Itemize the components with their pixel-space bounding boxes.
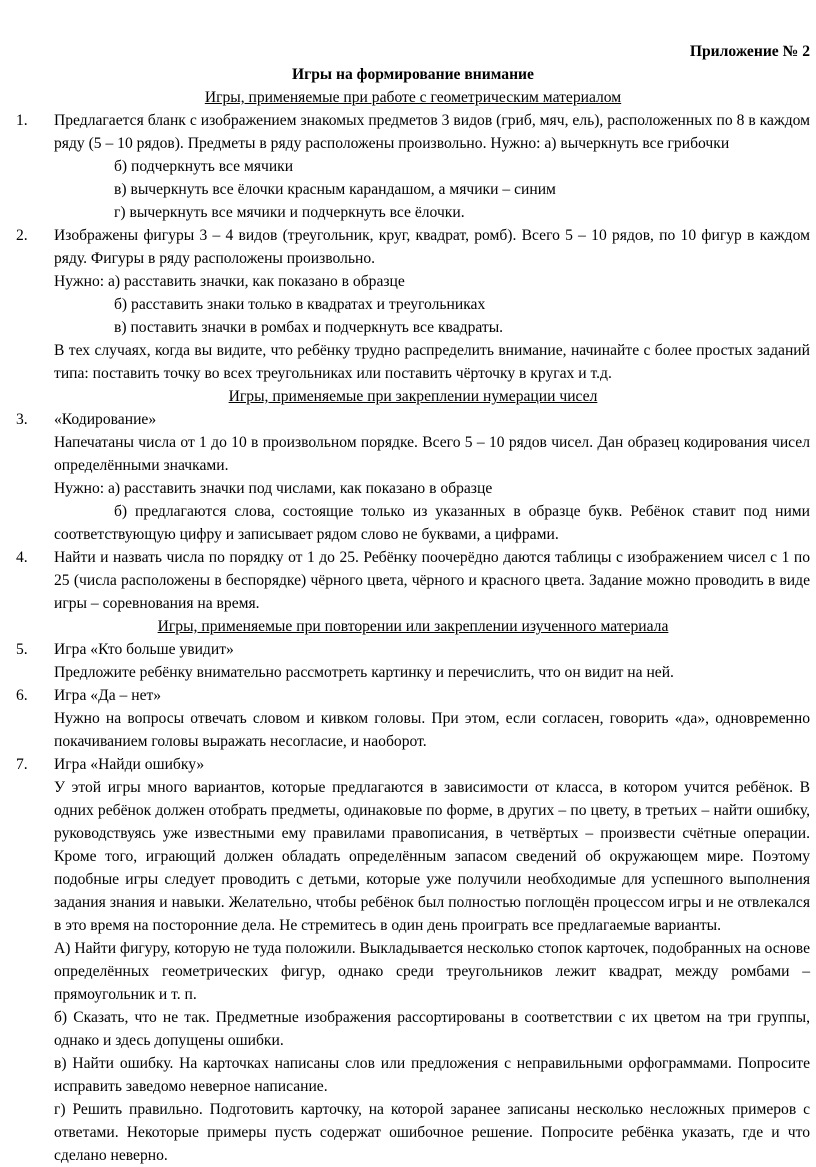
section-title-review: Игры, применяемые при повторении или закреплении изученного материала	[157, 618, 669, 635]
section-title-numeration: Игры, применяемые при закреплении нумерации чисел	[228, 388, 598, 405]
item-name: «Кодирование»	[54, 411, 157, 428]
item-name: Игра «Да – нет»	[54, 687, 162, 704]
list-item-1	[16, 109, 810, 224]
item-name: Игра «Найди ошибку»	[54, 756, 205, 773]
list-item-5	[16, 638, 810, 684]
subtask-a: Нужно: а) расставить значки, как показано в образце	[54, 273, 405, 290]
item-name: Игра «Кто больше увидит»	[54, 641, 234, 658]
subtask-a: Нужно: а) расставить значки под числами, как показано в образце	[54, 480, 493, 497]
item-number: 5.	[16, 641, 28, 658]
item-text: Напечатаны числа от 1 до 10 в произвольном порядке. Всего 5 – 10 рядов чисел. Дан образец кодирования чисел определёнными значками.	[54, 434, 810, 474]
subtask-d: г) вычеркнуть все мячики и подчеркнуть все ёлочки.	[114, 204, 465, 221]
subtask-b: б) предлагаются слова, состоящие только из указанных в образце букв. Ребёнок ставит под ними соответствующую цифру и записывает рядом слово не буквами, а цифрами.	[54, 503, 810, 543]
item-text: Предлагается бланк с изображением знакомых предметов 3 видов (гриб, мяч, ель), расположенных по 8 в каждом ряду (5 – 10 рядов). Предметы в ряду расположены произвольно. Нужно: а) вычеркнуть все грибочки	[54, 112, 810, 152]
section-title-geometry: Игры, применяемые при работе с геометрическим материалом	[204, 89, 622, 106]
item-number: 6.	[16, 687, 28, 704]
item-text: Изображены фигуры 3 – 4 видов (треугольник, круг, квадрат, ромб). Всего 5 – 10 рядов, по 10 фигур в каждом ряду. Фигуры в ряду расположены произвольно.	[54, 227, 810, 267]
list-item-3	[16, 408, 810, 546]
variant-a: А) Найти фигуру, которую не туда положили. Выкладывается несколько стопок карточек, подобранных на основе определённых геометрических фигур, однако среди треугольников лежит квадрат, между ромбами – прямоугольник и т. п.	[54, 940, 810, 1003]
list-geometry	[16, 109, 810, 385]
subtask-c: в) поставить значки в ромбах и подчеркнуть все квадраты.	[114, 319, 504, 336]
subtask-b: б) расставить знаки только в квадратах и треугольниках	[114, 296, 486, 313]
page-title: Игры на формирование внимание	[292, 66, 534, 83]
item-note: В тех случаях, когда вы видите, что ребёнку трудно распределить внимание, начинайте с более простых заданий типа: поставить точку во всех треугольниках или поставить чёрточку в кругах и т.д.	[54, 342, 810, 382]
item-number: 3.	[16, 411, 28, 428]
item-text: Предложите ребёнку внимательно рассмотреть картинку и перечислить, что он видит на ней.	[54, 664, 674, 681]
appendix-label: Приложение № 2	[689, 43, 810, 60]
subtask-c: в) вычеркнуть все ёлочки красным карандашом, а мячики – синим	[114, 181, 556, 198]
item-text: Найти и назвать числа по порядку от 1 до 25. Ребёнку поочерёдно даются таблицы с изображением чисел с 1 по 25 (числа расположены в беспорядке) чёрного цвета, чёрного и красного цвета. Задание можно проводить в виде игры – соревнования на время.	[54, 549, 810, 612]
list-item-2	[16, 224, 810, 385]
item-text: Нужно на вопросы отвечать словом и кивком головы. При этом, если согласен, говорить «да», одновременно покачиванием головы выражать несогласие, и наоборот.	[54, 710, 810, 750]
item-number: 4.	[16, 549, 28, 566]
variant-c: в) Найти ошибку. На карточках написаны слов или предложения с неправильными орфограммами. Попросите исправить заведомо неверное написание.	[54, 1055, 810, 1095]
list-numeration	[16, 408, 810, 615]
subtask-b: б) подчеркнуть все мячики	[114, 158, 294, 175]
list-item-4	[16, 546, 810, 615]
item-number: 1.	[16, 112, 28, 129]
item-text: У этой игры много вариантов, которые предлагаются в зависимости от класса, в котором учится ребёнок. В одних ребёнок должен отобрать предметы, одинаковые по форме, в других – по цвету, в третьих – найти ошибку, руководствуясь уже известными ему правилами правописания, в четвёртых – произвести счётные операции. Кроме того, играющий должен обладать определённым запасом сведений об окружающем мире. Поэтому подобные игры следует проводить с детьми, которые уже получили необходимые для успешного выполнения задания знания и навыки. Желательно, чтобы ребёнок был полностью поглощён процессом игры и не отвлекался в это время на посторонние дела. Не стремитесь в один день проиграть все предлагаемые варианты.	[54, 779, 810, 934]
item-number: 7.	[16, 756, 28, 773]
variant-d: г) Решить правильно. Подготовить карточку, на которой заранее записаны несколько несложных примеров с ответами. Некоторые примеры пусть содержат ошибочное решение. Попросите ребёнка указать, где и что сделано неверно.	[54, 1101, 810, 1164]
list-item-6	[16, 684, 810, 753]
list-item-7	[16, 753, 810, 1167]
list-review	[16, 638, 810, 1167]
variant-b: б) Сказать, что не так. Предметные изображения рассортированы в соответствии с их цветом на три группы, однако и здесь допущены ошибки.	[54, 1009, 810, 1049]
item-number: 2.	[16, 227, 28, 244]
